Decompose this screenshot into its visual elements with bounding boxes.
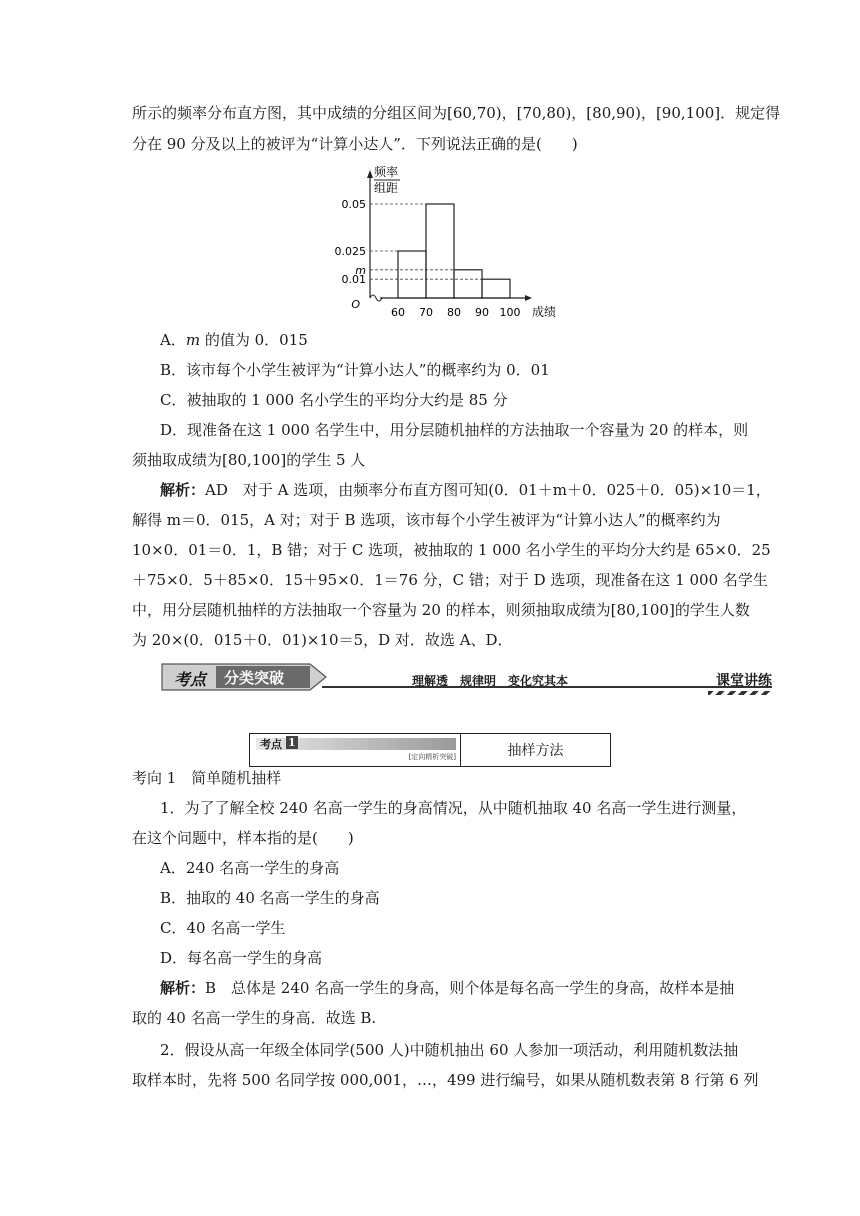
q2-line-1: 2．假设从高一年级全体同学(500 人)中随机抽出 60 人参加一项活动，利用随机数法抽 <box>160 1041 739 1059</box>
q2-line-2: 取样本时，先将 500 名同学按 000,001，…，499 进行编号，如果从随机数表第 8 行第 6 列 <box>132 1071 759 1089</box>
axis-break-mark <box>370 295 398 301</box>
y-tick-label: m <box>355 263 366 277</box>
option-d-line-2: 须抽取成绩为[80,100]的学生 5 人 <box>132 451 366 469</box>
bar-70 <box>426 204 454 298</box>
y-tick-label: 0.025 <box>334 245 366 258</box>
topic-title: 抽样方法 <box>507 743 564 759</box>
section-banner <box>160 660 772 700</box>
histogram-labels <box>335 164 557 319</box>
q1-option-b: B．抽取的 40 名高一学生的身高 <box>160 889 380 907</box>
solution-line-2: 解得 m＝0．015，A 对；对于 B 选项，该市每个小学生被评为“计算小达人”的概率约为 <box>132 511 721 529</box>
x-tick-label: 90 <box>475 306 489 319</box>
topic-tag-cell <box>250 734 461 766</box>
origin-label: O <box>351 298 360 311</box>
solution-line-5: 中，用分层随机抽样的方法抽取一个容量为 20 的样本，则须抽取成绩为[80,100]的学生人数 <box>132 601 750 619</box>
banner-motto: 理解透 规律明 变化究其本 <box>412 674 569 688</box>
y-tick-label: 0.05 <box>341 198 366 211</box>
option-a: A．m 的值为 0．015 <box>160 331 308 349</box>
section-heading: 考向 1 简单随机抽样 <box>132 769 282 787</box>
banner-badge-sub: 分类突破 <box>224 669 285 687</box>
banner-stripes <box>708 691 772 695</box>
y-axis-label-numerator: 频率 <box>374 165 399 179</box>
intro-line-1: 所示的频率分布直方图，其中成绩的分组区间为[60,70)，[70,80)，[80,90)，[90,100]．规定得 <box>132 104 781 122</box>
solution-line-1: 解析：AD 对于 A 选项，由频率分布直方图可知(0．01＋m＋0．025＋0．05)×10＝1， <box>160 481 771 499</box>
topic-subtitle: [定向精析突破] <box>408 753 456 761</box>
solution-line-3: 10×0．01＝0．1，B 错；对于 C 选项，被抽取的 1 000 名小学生的平均分大约是 65×0．25 <box>132 541 771 559</box>
intro-line-2: 分在 90 分及以上的被评为“计算小达人”．下列说法正确的是( ) <box>132 135 578 153</box>
x-tick-label: 70 <box>419 306 433 319</box>
option-c: C．被抽取的 1 000 名小学生的平均分大约是 85 分 <box>160 391 508 409</box>
banner-right-label: 课堂讲练 <box>716 673 772 689</box>
q1-solution-line-2: 取的 40 名高一学生的身高．故选 B. <box>132 1009 377 1027</box>
x-tick-label: 100 <box>499 306 521 319</box>
x-tick-label: 60 <box>391 306 405 319</box>
q1-stem-line-2: 在这个问题中，样本指的是( ) <box>132 829 354 847</box>
q1-option-c: C．40 名高一学生 <box>160 919 286 937</box>
x-axis-arrow <box>525 295 532 301</box>
x-tick-label: 80 <box>447 306 461 319</box>
topic-tag: 考点 <box>260 738 282 751</box>
y-axis-arrow <box>367 170 373 178</box>
y-axis-label-denominator: 组距 <box>374 181 399 195</box>
solution-line-6: 为 20×(0．015＋0．01)×10＝5，D 对．故选 A、D． <box>132 631 513 649</box>
q1-solution-line-1: 解析：B 总体是 240 名高一学生的身高，则个体是每名高一学生的身高，故样本是抽 <box>160 979 735 997</box>
option-b: B．该市每个小学生被评为“计算小达人”的概率约为 0．01 <box>160 361 550 379</box>
bar-60 <box>398 251 426 298</box>
solution-line-4: ＋75×0．5＋85×0．15＋95×0．1＝76 分，C 错；对于 D 选项，现准备在这 1 000 名学生 <box>132 571 768 589</box>
bar-80 <box>454 270 482 298</box>
frequency-histogram <box>310 162 600 322</box>
q1-option-a: A．240 名高一学生的身高 <box>160 859 340 877</box>
histogram-bars <box>398 204 510 298</box>
option-d-line-1: D．现准备在这 1 000 名学生中，用分层随机抽样的方法抽取一个容量为 20 的样本，则 <box>160 421 749 439</box>
y-tick-label: 0.01 <box>341 273 366 287</box>
topic-header-box <box>249 733 611 767</box>
bar-90 <box>482 279 510 298</box>
banner-badge-main: 考点 <box>174 670 207 689</box>
x-axis-label: 成绩 <box>532 305 557 319</box>
q1-option-d: D．每名高一学生的身高 <box>160 949 323 967</box>
q1-stem-line-1: 1．为了了解全校 240 名高一学生的身高情况，从中随机抽取 40 名高一学生进行测量， <box>160 799 747 817</box>
topic-number: 1 <box>288 736 296 749</box>
